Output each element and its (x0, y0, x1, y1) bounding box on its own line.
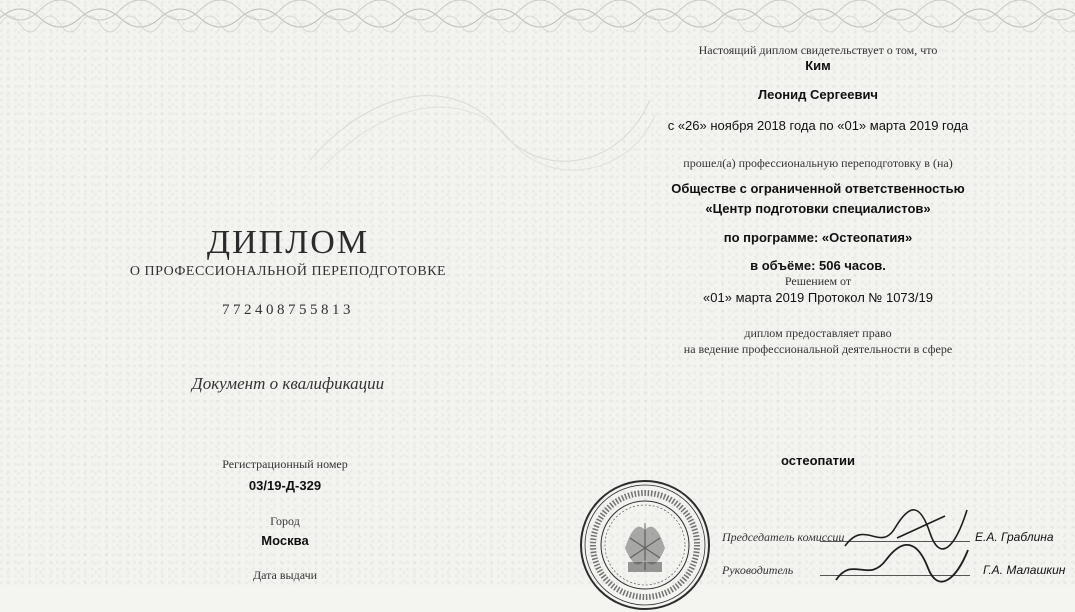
organization-seal (578, 478, 712, 612)
director-label: Руководитель (722, 563, 794, 577)
program-hours: в объёме: 506 часов. (750, 258, 886, 273)
retraining-text: прошел(а) профессиональную переподготовку в (на) (683, 156, 953, 170)
registration-label: Регистрационный номер (222, 457, 348, 471)
guilloche-border (0, 0, 1075, 40)
director-name: Г.А. Малашкин (983, 563, 1066, 577)
certifies-text: Настоящий диплом свидетельствует о том, что (698, 43, 938, 57)
organization-line-2: «Центр подготовки специалистов» (705, 201, 931, 216)
chair-name: Е.А. Граблина (975, 530, 1054, 544)
commission-chair-label: Председатель комиссии (722, 530, 845, 544)
given-names: Леонид Сергеевич (758, 87, 878, 102)
specialization: остеопатии (781, 453, 855, 468)
activity-field-text: на ведение профессиональной деятельности в сфере (683, 342, 953, 356)
city-value: Москва (261, 533, 309, 548)
surname: Ким (805, 58, 831, 73)
diploma-number: 772408755813 (222, 302, 354, 318)
document-subtitle: О ПРОФЕССИОНАЛЬНОЙ ПЕРЕПОДГОТОВКЕ (129, 264, 447, 279)
registration-number: 03/19-Д-329 (248, 478, 322, 493)
city-label: Город (270, 514, 300, 528)
program-name: по программе: «Остеопатия» (723, 230, 913, 245)
qualification-caption: Документ о квалификации (191, 374, 385, 393)
document-title: ДИПЛОМ (206, 224, 370, 261)
right-granted-text: диплом предоставляет право (744, 326, 892, 340)
study-period: с «26» ноября 2018 года по «01» марта 2019 года (667, 118, 969, 133)
faint-ornament (300, 60, 660, 180)
organization-line-1: Обществе с ограниченной ответственностью (671, 181, 965, 196)
decision-protocol: «01» марта 2019 Протокол № 1073/19 (703, 290, 933, 305)
issue-date-label: Дата выдачи (252, 568, 318, 582)
director-signature (828, 540, 978, 585)
decision-label: Решением от (784, 274, 852, 288)
